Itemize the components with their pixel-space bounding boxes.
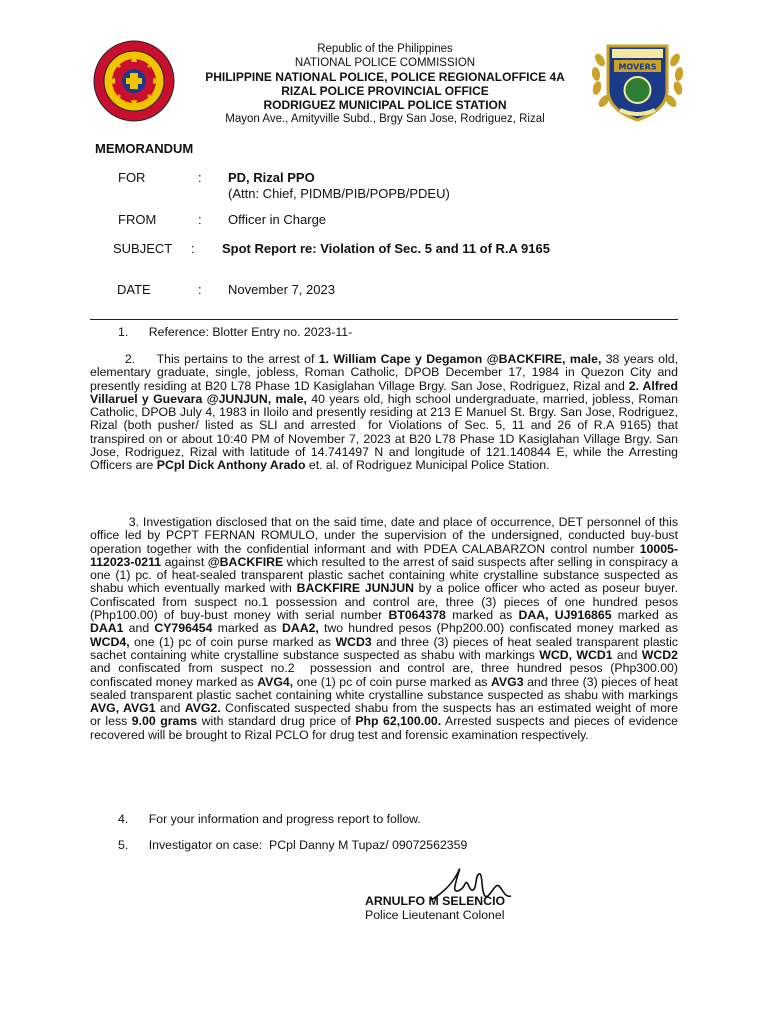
memo-subject-label: SUBJECT [113, 241, 173, 256]
text-segment: 10005-112023-0211 [90, 541, 678, 569]
signature-block [365, 894, 505, 922]
text-segment: two hundred pesos (Php200.00) confiscated money marked as [318, 621, 682, 636]
text-segment: AVG3 [490, 674, 524, 689]
text-segment: marked as [611, 608, 682, 623]
text-segment: BACKFIRE JUNJUN [296, 581, 414, 596]
text-segment: DAA, UJ916865 [518, 608, 612, 623]
text-segment: and three (3) pieces of heat sealed transparent plastic sachet containing white crystalline substance suspected as shabu with markings [90, 674, 682, 702]
text-segment: WCD4, [90, 634, 130, 649]
text-segment: PCpl Dick Anthony Arado [156, 458, 306, 473]
paragraph-investigation [90, 515, 682, 742]
text-segment: BT064378 [388, 608, 446, 623]
memo-date-colon: : [198, 282, 202, 297]
text-segment: by a police officer who acted as poseur buyer. Confiscated from suspect no.1 possession and control are, three (3) pieces of one hundred pesos (Php100.00) of buy-bust money with serial number [90, 581, 682, 623]
memo-date-label: DATE [117, 282, 151, 297]
text-segment: DAA2, [281, 621, 319, 636]
text-segment: marked as [212, 621, 282, 636]
text-segment: 38 years old, elementary graduate, single, jobless, Roman Catholic, DPOB December 17, 1984 in Quezon City and presently residing at B20 L78 Phase 1D Kasiglahan Village Brgy. San Jose, Rodriguez, Rizal and [90, 352, 682, 393]
text-segment: male, [271, 391, 307, 406]
text-segment: with standard drug price of [197, 714, 356, 729]
memo-from-label: FROM [118, 212, 157, 227]
text-segment: and [123, 621, 155, 636]
text-segment: and [155, 701, 185, 716]
header-address: Mayon Ave., Amityville Subd., Brgy San Jose, Rodriguez, Rizal [225, 113, 545, 125]
text-segment: 1. William Cape y Degamon @BACKFIRE, [318, 352, 566, 366]
text-segment: CY796454 [154, 621, 213, 636]
text-segment: 40 years old, high school undergraduate, married, jobless, Roman Catholic, DPOB July 4, 1983 in Iloilo and presently residing at 213 E Manuel St. Brgy. San Jose, Rodriguez, Rizal (both pusher/ listed as SLI and arrested for Violations of Sec. 5, 11 and 26 of R.A 9165) that transpired on or about 10:40 PM of November 7, 2023 at B20 L78 Phase 1D Kasiglahan Village Brgy. San Jose, Rodriguez, Rizal with latitude of 14.741497 N and longitude of 121.140844 E, while the Arresting Officers are [90, 391, 682, 473]
text-segment: @BACKFIRE [207, 554, 284, 569]
text-segment: marked as [445, 608, 519, 623]
text-segment: AVG, AVG1 [90, 701, 156, 716]
memo-title: MEMORANDUM [95, 141, 194, 156]
movers-badge-text: MOVERS [618, 62, 657, 72]
memo-for-label: FOR [118, 170, 146, 185]
text-segment: 9.00 grams [131, 714, 198, 729]
paragraph-reference: 1. Reference: Blotter Entry no. 2023-11- [118, 325, 353, 339]
text-segment: WCD, WCD1 [539, 647, 613, 662]
header-napolcom: NATIONAL POLICE COMMISSION [294, 57, 476, 69]
text-segment: one (1) pc of coin purse marked as [293, 674, 491, 689]
text-segment: against [161, 554, 208, 569]
memo-date-value: November 7, 2023 [228, 282, 335, 297]
text-segment: AVG4, [257, 674, 294, 689]
header-republic: Republic of the Philippines [317, 43, 453, 55]
memo-from-colon: : [198, 212, 202, 227]
text-segment: male, [565, 352, 606, 366]
header-police-station: RODRIGUEZ MUNICIPAL POLICE STATION [263, 98, 507, 112]
text-segment: Php 62,100.00. [355, 714, 442, 729]
text-segment: and confiscated from suspect no.2 possession and control are, three hundred pesos (Php300.00) confiscated money marked as [90, 647, 682, 689]
paragraph-investigator: 5. Investigator on case: PCpl Danny M Tupaz/ 09072562359 [118, 838, 468, 852]
header-pnp-region: PHILIPPINE NATIONAL POLICE, POLICE REGIONALOFFICE 4A [205, 70, 565, 84]
text-segment: et. al. of Rodriguez Municipal Police Station. [305, 458, 550, 473]
signatory-rank: Police Lieutenant Colonel [365, 908, 505, 922]
signatory-name: ARNULFO M SELENCIO [365, 894, 506, 908]
memo-from-value: Officer in Charge [228, 212, 327, 227]
text-segment: and [612, 647, 642, 662]
letterhead [150, 42, 620, 126]
text-segment: Confiscated suspected shabu from the suspects has an estimated weight of more or less [90, 701, 682, 729]
text-segment: DAA1 [90, 621, 124, 636]
text-segment: AVG2. [184, 701, 221, 716]
text-segment: and three (3) pieces of heat sealed transparent plastic sachet containing white crystalline substance suspected as shabu with markings [90, 634, 682, 662]
header-divider [90, 319, 678, 320]
text-segment: WCD3 [335, 634, 372, 649]
text-segment: one (1) pc of coin purse marked as [129, 634, 336, 649]
text-segment: which resulted to the arrest of said suspects after selling in conspiracy a one (1) pc. of heat-sealed transparent plastic sachet containing white crystalline substance suspected as shabu which eventually marked with [90, 554, 682, 596]
memo-subject-colon: : [191, 241, 195, 256]
text-segment: 2. This pertains to the arrest of [90, 352, 319, 366]
header-provincial-office: RIZAL POLICE PROVINCIAL OFFICE [281, 84, 489, 98]
text-segment: 3. Investigation disclosed that on the said time, date and place of occurrence, DET personnel of this office led by PCPT FERNAN ROMULO, under the supervision of the undersigned, conducted buy-bust operation together with the confidential informant and with PDEA CALABARZON control number [90, 515, 682, 556]
paragraph-information: 4. For your information and progress report to follow. [118, 812, 421, 826]
memo-subject-value: Spot Report re: Violation of Sec. 5 and 11 of R.A 9165 [222, 241, 550, 256]
text-segment: 2. Alfred Villaruel y Guevara @JUNJUN, [90, 378, 682, 406]
text-segment: WCD2 [641, 647, 678, 662]
memo-for-colon: : [198, 170, 202, 185]
memo-for-value: PD, Rizal PPO [228, 170, 315, 185]
text-segment: Arrested suspects and pieces of evidence recovered will be brought to Rizal PCLO for drug test and forensic examination respectively. [90, 714, 682, 742]
memo-for-attn: (Attn: Chief, PIDMB/PIB/POPB/PDEU) [228, 186, 450, 201]
paragraph-arrest-details [90, 352, 682, 473]
